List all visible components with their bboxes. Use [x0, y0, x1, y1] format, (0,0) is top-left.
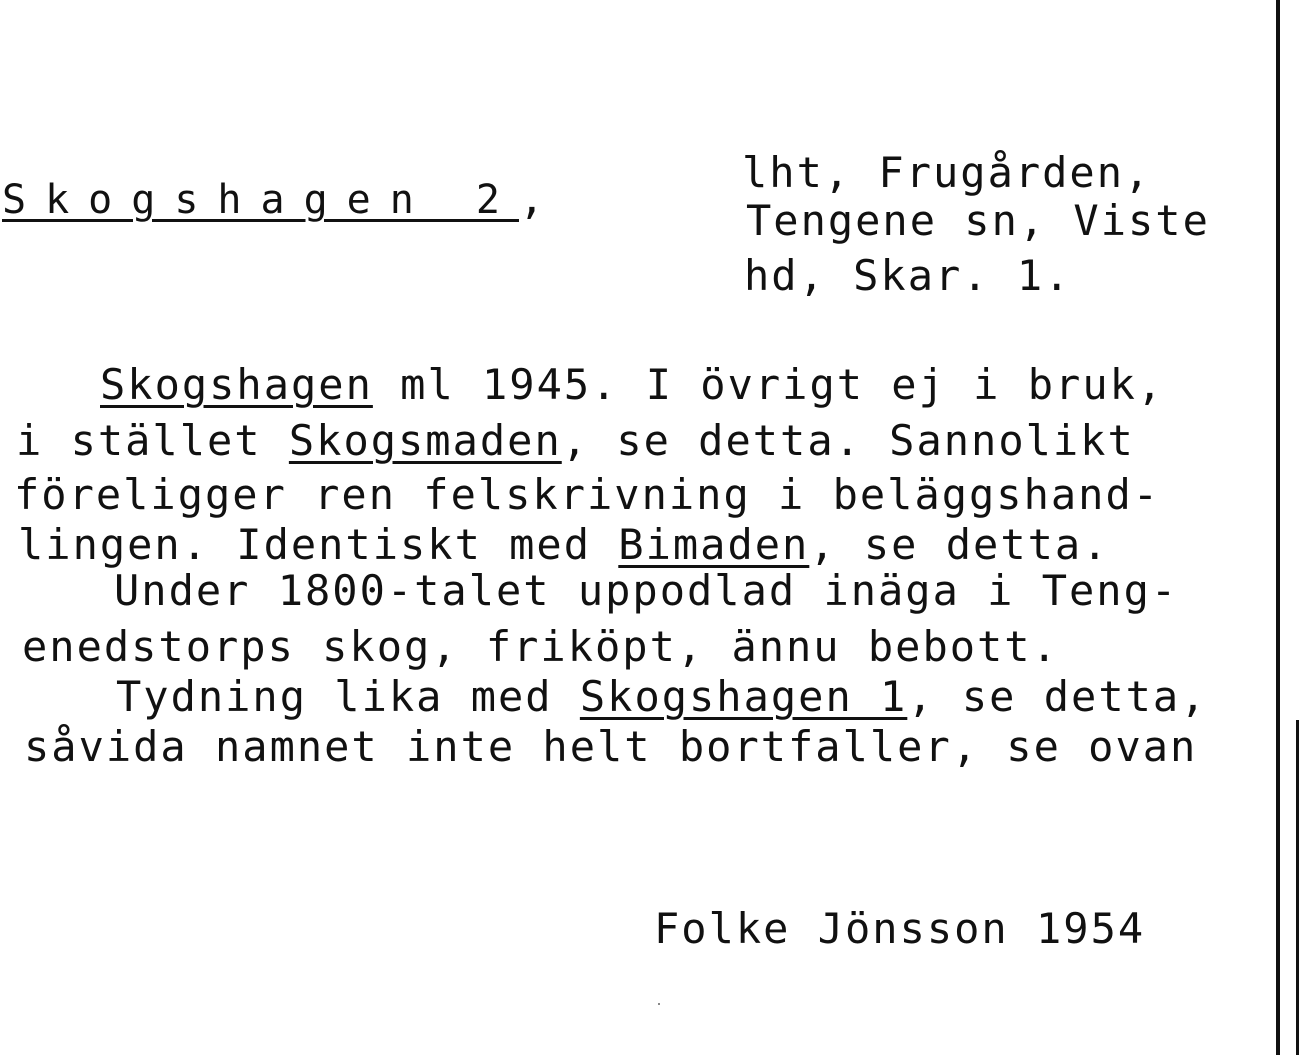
body-line-8: såvida namnet inte helt bortfaller, se ovan — [24, 722, 1198, 771]
location-line-1: lht, Frugården, — [742, 148, 1152, 197]
body-line-2: i stället Skogsmaden, se detta. Sannolikt — [16, 416, 1135, 465]
ref-skogsmaden: Skogsmaden — [288, 416, 562, 465]
card-edge-line — [1276, 0, 1280, 1055]
scan-speck — [658, 1003, 660, 1005]
ref-bimaden: Bimaden — [618, 520, 810, 569]
ref-skogshagen-1: Skogshagen 1 — [579, 672, 908, 721]
location-line-2: Tengene sn, Viste — [746, 196, 1210, 245]
ref-skogshagen: Skogshagen — [100, 360, 373, 409]
place-name: Skogshagen 2 — [2, 177, 519, 223]
heading-title: Skogshagen 2, — [2, 174, 547, 223]
body-line-3: föreligger ren felskrivning i beläggshand- — [14, 470, 1161, 519]
body-line-1: Skogshagen ml 1945. I övrigt ej i bruk, — [100, 360, 1165, 409]
body-line-4: lingen. Identiskt med Bimaden, se detta. — [18, 520, 1110, 569]
body-line-5: Under 1800-talet uppodlad inäga i Teng- — [114, 566, 1179, 615]
body-line-7: Tydning lika med Skogshagen 1, se detta, — [116, 672, 1208, 721]
location-line-3: hd, Skar. 1. — [744, 251, 1072, 300]
body-line-6: enedstorps skog, friköpt, ännu bebott. — [22, 622, 1059, 671]
card-edge-line-lower — [1296, 720, 1299, 1055]
signature: Folke Jönsson 1954 — [654, 904, 1146, 953]
